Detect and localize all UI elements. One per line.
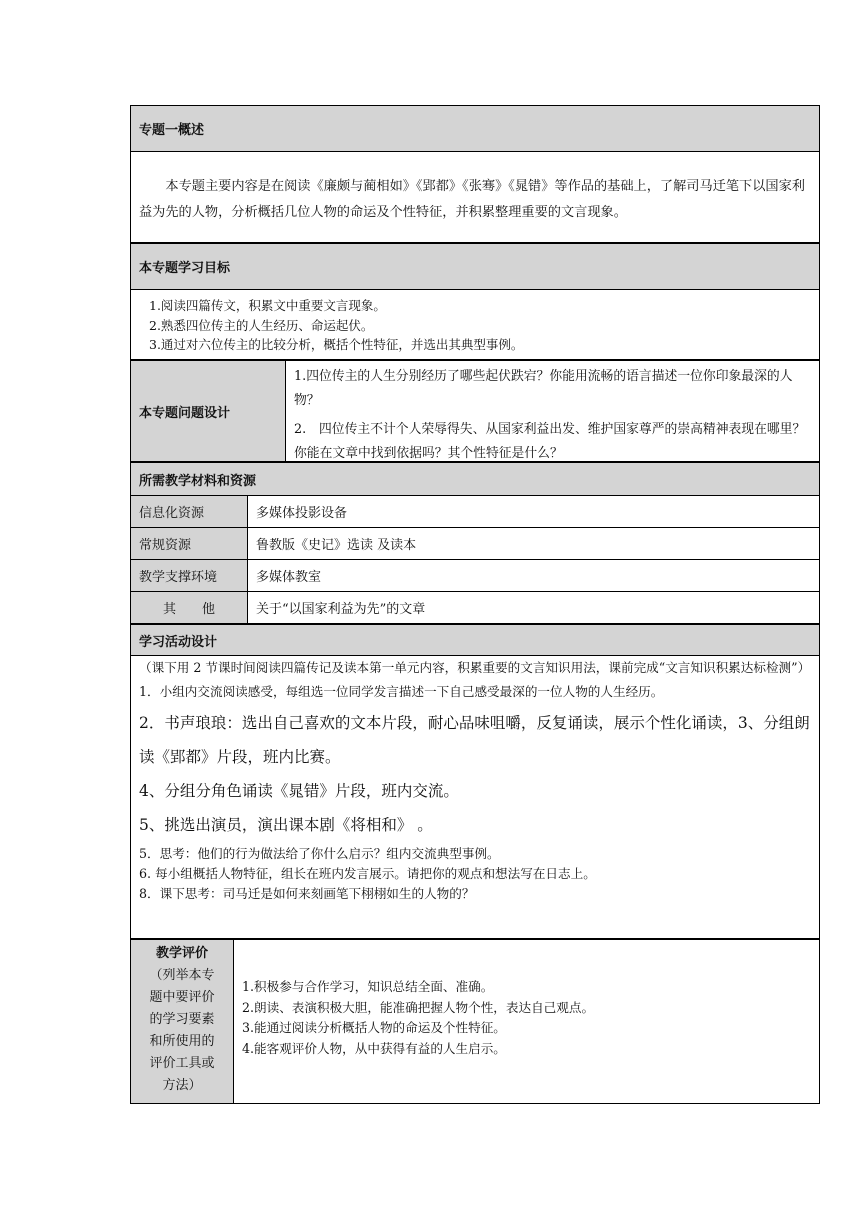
resource-value: 多媒体教室 [256, 570, 322, 585]
lesson-plan-table [130, 105, 820, 1104]
resource-value: 关于“以国家利益为先”的文章 [256, 602, 426, 617]
questions-text [286, 361, 819, 461]
evaluation-item: 3.能通过阅读分析概括人物的命运及个性特征。 [242, 1020, 506, 1035]
resources-header: 所需教学材料和资源 [131, 463, 819, 496]
questions-section [130, 360, 820, 462]
evaluation-title: 教学评价 [155, 946, 208, 961]
resource-label: 教学支撑环境 [131, 560, 248, 591]
evaluation-subtitle-line: 的学习要素 [149, 1012, 215, 1027]
resource-label: 常规资源 [131, 528, 248, 559]
resource-value: 鲁教版《史记》选读 及读本 [256, 538, 417, 553]
activities-section [130, 624, 820, 939]
evaluation-subtitle-line: 题中要评价 [149, 990, 215, 1005]
questions-label: 本专题问题设计 [131, 361, 286, 461]
goal-item: 2.熟悉四位传主的人生经历、命运起伏。 [149, 317, 374, 333]
evaluation-item: 4.能客观评价人物，从中获得有益的人生启示。 [242, 1040, 506, 1056]
activities-header: 学习活动设计 [131, 625, 819, 656]
resource-label: 其 他 [131, 592, 248, 623]
overview-section [130, 105, 820, 243]
activity-item: 2．书声琅琅：选出自己喜欢的文本片段，耐心品味咀嚼，反复诵读，展示个性化诵读，3、分组朗读《郢都》片段，班内比赛。 [139, 714, 810, 766]
activity-item: 1．小组内交流阅读感受，每组选一位同学发言描述一下自己感受最深的一位人物的人生经历。 [139, 684, 664, 699]
question-2: 2. 四位传主不计个人荣辱得失、从国家利益出发、维护国家尊严的崇高精神表现在哪里？你能在文章中找到依据吗？其个性特征是什么？ [294, 422, 806, 461]
evaluation-section [130, 939, 820, 1104]
evaluation-list [234, 940, 819, 1103]
question-1: 1.四位传主的人生分别经历了哪些起伏跌宕？你能用流畅的语言描述一位你印象最深的人物？ [294, 369, 793, 408]
evaluation-subtitle-line: 方法） [162, 1078, 202, 1093]
goals-list [131, 290, 819, 360]
goals-header: 本专题学习目标 [131, 244, 819, 290]
evaluation-item: 1.积极参与合作学习，知识总结全面、准确。 [242, 979, 494, 994]
activity-item: 6. 每小组概括人物特征，组长在班内发言展示。请把你的观点和想法写在日志上。 [139, 866, 596, 881]
resource-row [131, 528, 819, 560]
evaluation-subtitle-line: （列举本专 [149, 968, 215, 983]
goals-section [130, 243, 820, 360]
goal-item: 3.通过对六位传主的比较分析，概括个性特征，并选出其典型事例。 [149, 337, 524, 352]
evaluation-item: 2.朗读、表演积极大胆，能准确把握人物个性，表达自己观点。 [242, 999, 595, 1015]
activity-item: 8．课下思考：司马迁是如何来刻画笔下栩栩如生的人物的？ [139, 886, 475, 901]
activity-item: 4、分组分角色诵读《晁错》片段，班内交流。 [139, 782, 459, 800]
evaluation-subtitle-line: 评价工具或 [149, 1056, 215, 1071]
resource-row [131, 592, 819, 624]
activity-item: 5、挑选出演员，演出课本剧《将相和》 。 [139, 816, 433, 834]
questions-row [131, 361, 819, 462]
activities-body [131, 656, 819, 939]
evaluation-subtitle-line: 和所使用的 [149, 1034, 215, 1049]
overview-text: 本专题主要内容是在阅读《廉颇与蔺相如》《郢都》《张骞》《晁错》等作品的基础上，了解司马迁笔下以国家利益为先的人物，分析概括几位人物的命运及个性特征，并积累整理重要的文言现象。 [131, 152, 819, 243]
activities-intro: （课下用 2 节课时间阅读四篇传记及读本第一单元内容，积累重要的文言知识用法，课前完成“文言知识积累达标检测”） [139, 660, 811, 675]
activity-item: 5．思考：他们的行为做法给了你什么启示？组内交流典型事例。 [139, 846, 500, 861]
evaluation-label [131, 940, 234, 1103]
resource-row [131, 496, 819, 528]
resource-label: 信息化资源 [131, 496, 248, 527]
goal-item: 1.阅读四篇传文，积累文中重要文言现象。 [149, 298, 386, 313]
evaluation-row [131, 940, 819, 1103]
resource-value: 多媒体投影设备 [256, 506, 348, 521]
resource-row [131, 560, 819, 592]
overview-header: 专题一概述 [131, 106, 819, 152]
resources-section [130, 462, 820, 624]
